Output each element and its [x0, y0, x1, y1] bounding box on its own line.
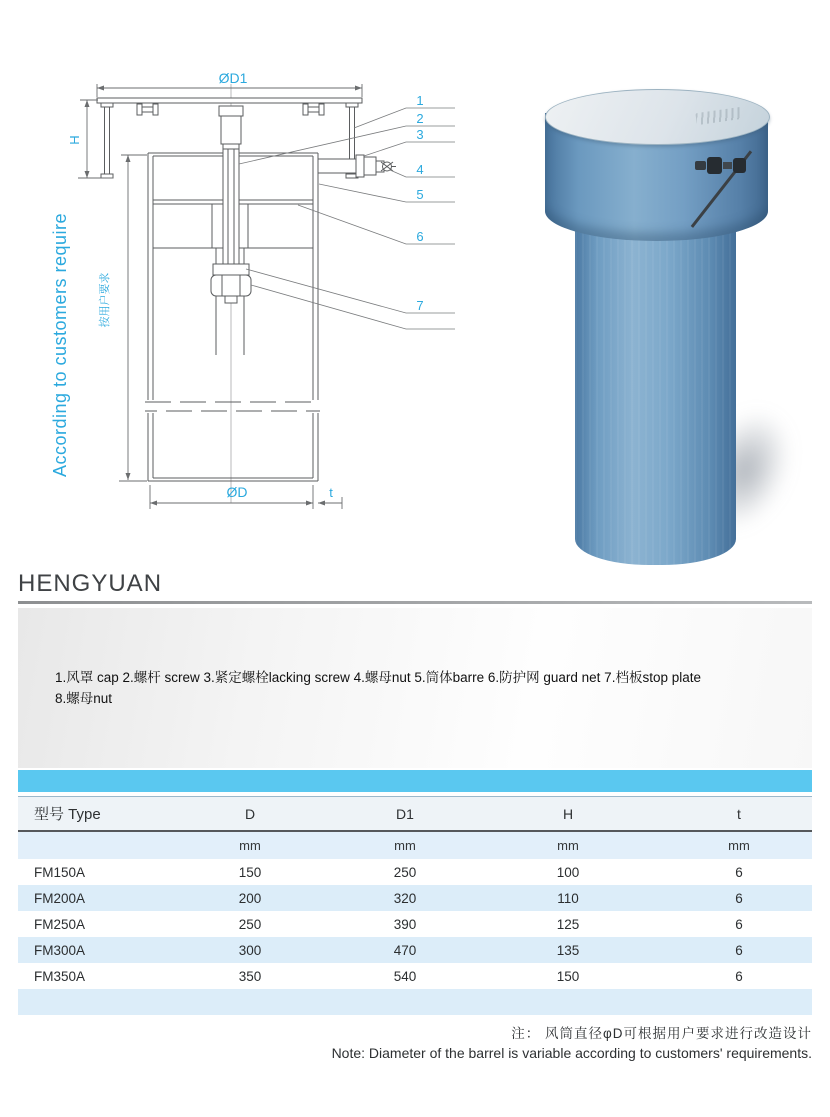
table-header-row	[18, 796, 812, 832]
product-photo	[495, 55, 815, 560]
footnote-en: Note: Diameter of the barrel is variable according to customers' requirements.	[331, 1045, 812, 1061]
photo-side-bolt	[695, 156, 755, 176]
callout-2: 2	[416, 111, 424, 126]
dim-label-h: H	[67, 135, 82, 145]
table-row-empty	[18, 989, 812, 1015]
dim-label-t: t	[329, 485, 333, 500]
photo-top-disc	[545, 89, 770, 145]
stop-plate	[213, 264, 249, 275]
table-row: FM300A 300 470 135 6	[18, 937, 812, 963]
dimension-d-t	[150, 484, 342, 509]
vertical-note-en: According to customers require	[50, 212, 70, 478]
unit-t: mm	[728, 838, 750, 853]
header-d: D	[244, 805, 256, 822]
dimension-d1	[97, 70, 362, 97]
callout-6: 6	[416, 229, 424, 244]
header-type: 型号 Type	[34, 806, 101, 823]
vertical-note-cn: 按用户要求	[99, 272, 111, 328]
unit-d: mm	[239, 838, 261, 853]
photo-logo-mark	[695, 107, 742, 125]
table-row: FM150A 150 250 100 6	[34, 864, 743, 880]
footnote-cn: 注： 风筒直径φD可根据用户要求进行改造设计	[511, 1026, 812, 1041]
legend-line-1: 1.风罩 cap 2.螺杆 screw 3.紧定螺栓lacking screw 4.螺母nut 5.筒体barre 6.防护网 guard net 7.档板stop plate	[55, 670, 701, 685]
callout-3: 3	[416, 127, 424, 142]
table-units-row	[18, 832, 812, 859]
unit-d1: mm	[394, 838, 416, 853]
dimension-length	[119, 155, 147, 481]
table-row: FM200A 200 320 110 6	[18, 885, 812, 911]
callout-5: 5	[416, 187, 424, 202]
spec-table	[18, 796, 812, 1015]
header-d1: D1	[396, 805, 414, 822]
unit-h: mm	[557, 838, 579, 853]
callout-7: 7	[416, 298, 424, 313]
brand-title: HENGYUAN	[18, 570, 163, 597]
header-t: t	[737, 805, 741, 822]
parts-legend	[55, 668, 755, 710]
plate-clip-left	[137, 104, 158, 115]
brand-divider	[18, 601, 812, 604]
dim-label-d: ØD	[226, 484, 248, 500]
table-accent-band	[18, 770, 812, 794]
plate-clip-right	[303, 104, 324, 115]
dimension-h	[67, 100, 113, 178]
header-h: H	[562, 805, 574, 822]
hex-nut	[211, 275, 251, 296]
footnote	[332, 1022, 812, 1061]
locking-bolt	[318, 155, 396, 177]
technical-drawing	[0, 0, 460, 570]
callout-4: 4	[416, 162, 424, 177]
callout-1: 1	[416, 93, 424, 108]
dim-label-d1: ØD1	[218, 70, 248, 86]
table-row: FM350A 350 540 150 6	[34, 968, 743, 984]
cap-plate	[97, 98, 362, 103]
cap-skirt-left	[101, 103, 113, 178]
legend-line-2: 8.螺母nut	[55, 690, 113, 706]
table-row: FM250A 250 390 125 6	[34, 916, 743, 932]
